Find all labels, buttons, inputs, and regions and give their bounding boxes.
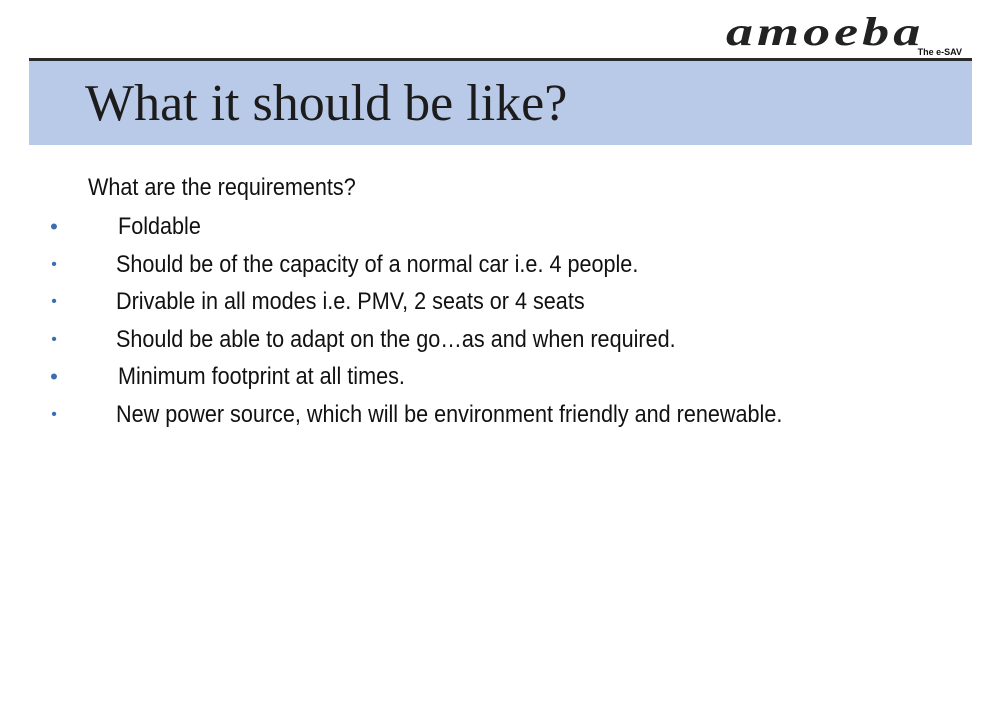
bullet-dot-icon: •: [51, 330, 57, 348]
requirement-text: Foldable: [118, 213, 201, 240]
list-item: [0, 246, 1000, 284]
bullet-dot-icon: •: [50, 214, 58, 239]
list-item: [0, 358, 1000, 396]
requirement-text: Should be able to adapt on the go…as and when required.: [116, 325, 676, 353]
amoeba-logo: [726, 9, 966, 60]
list-item: [0, 321, 1000, 359]
list-item: [0, 396, 1000, 434]
requirements-heading: What are the requirements?: [88, 174, 356, 201]
bullet-dot-icon: •: [51, 255, 57, 273]
requirements-list: [0, 208, 1000, 433]
bullet-dot-icon: •: [51, 293, 57, 310]
requirement-text: New power source, which will be environment friendly and renewable.: [116, 400, 783, 428]
bullet-dot-icon: •: [50, 364, 58, 389]
logo-wordmark: amoeba: [726, 9, 925, 54]
slide-title: What it should be like?: [85, 75, 568, 132]
requirement-text: Minimum footprint at all times.: [118, 363, 405, 390]
requirement-text: Should be of the capacity of a normal car i.e. 4 people.: [116, 250, 639, 278]
requirement-text: Drivable in all modes i.e. PMV, 2 seats or 4 seats: [116, 288, 585, 315]
bullet-dot-icon: •: [51, 405, 57, 423]
list-item: [0, 208, 1000, 246]
list-item: [0, 283, 1000, 321]
logo-tagline: The e-SAV: [917, 47, 962, 57]
